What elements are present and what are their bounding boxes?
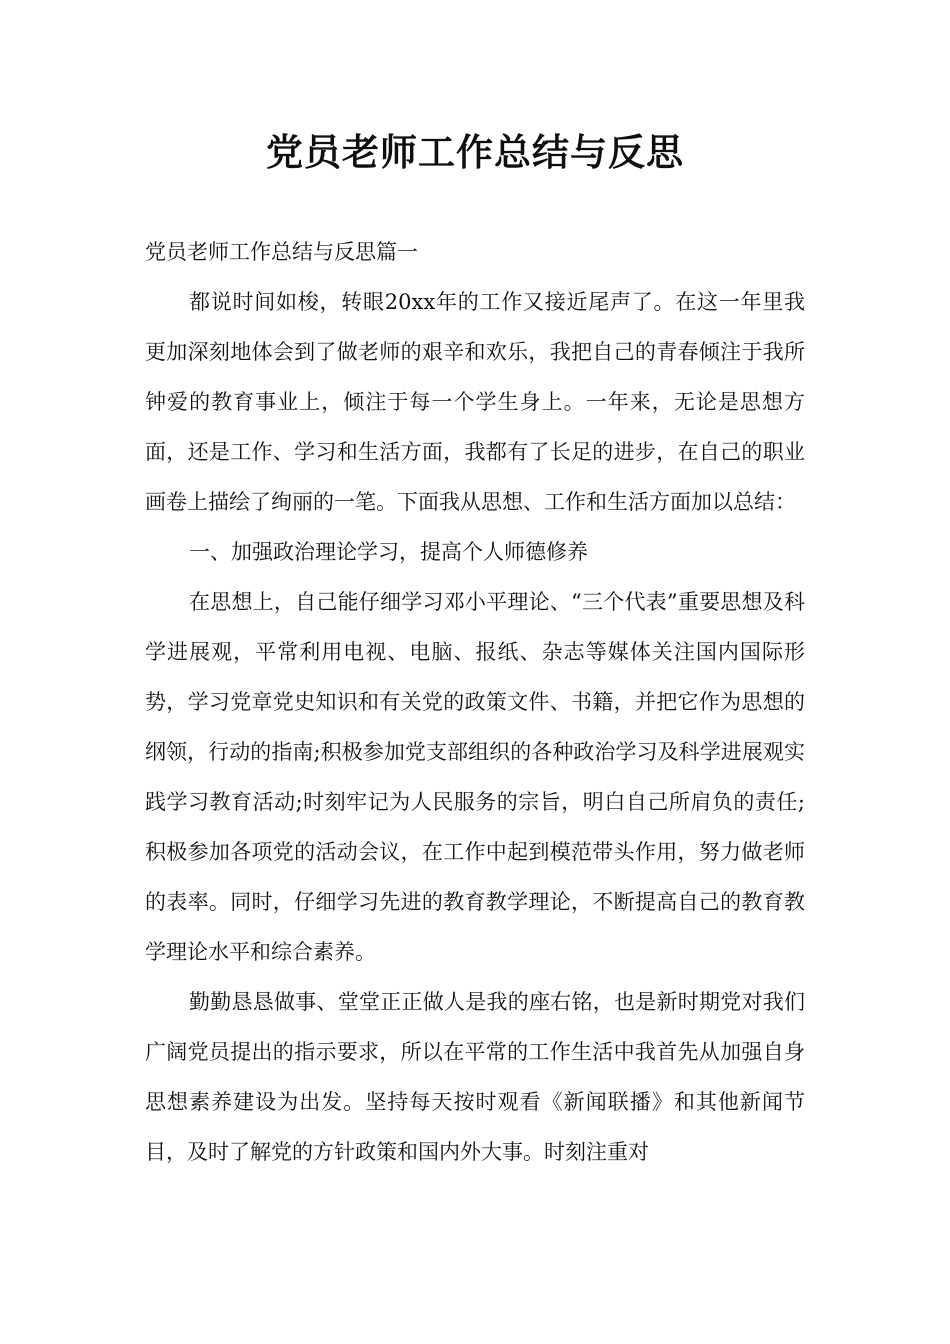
- document-title: 党员老师工作总结与反思: [266, 131, 684, 174]
- subheading-political-study: 一、加强政治理论学习，提高个人师德修养: [189, 540, 588, 564]
- paragraph-ideology: 在思想上，自己能仔细学习邓小平理论、“三个代表”重要思想及科学进展观，平常利用电视、电脑、报纸、杂志等媒体关注国内国际形势，学习党章党史知识和有关党的政策文件、书籍，并把它作为思想的纲领，行动的指南;积极参加党支部组织的各种政治学习及科学进展观实践学习教育活动;时刻牢记为人民服务的宗旨，明白自己所肩负的责任;积极参加各项党的活动会议，在工作中起到模范带头作用，努力做老师的表率。同时，仔细学习先进的教育教学理论，不断提高自己的教育教学理论水平和综合素养。: [145, 590, 805, 964]
- paragraph-intro: 都说时间如梭，转眼20xx年的工作又接近尾声了。在这一年里我更加深刻地体会到了做老师的艰辛和欢乐，我把自己的青春倾注于我所钟爱的教育事业上，倾注于每一个学生身上。一年来，无论是思想方面，还是工作、学习和生活方面，我都有了长足的进步，在自己的职业画卷上描绘了绚丽的一笔。下面我从思想、工作和生活方面加以总结：: [145, 290, 805, 514]
- document-body: [145, 227, 805, 1177]
- section-heading: 党员老师工作总结与反思篇一: [145, 240, 418, 264]
- paragraph-motto: 勤勤恳恳做事、堂堂正正做人是我的座右铭，也是新时期党对我们广阔党员提出的指示要求，所以在平常的工作生活中我首先从加强自身思想素养建设为出发。坚持每天按时观看《新闻联播》和其他新闻节目，及时了解党的方针政策和国内外大事。时刻注重对: [145, 990, 805, 1164]
